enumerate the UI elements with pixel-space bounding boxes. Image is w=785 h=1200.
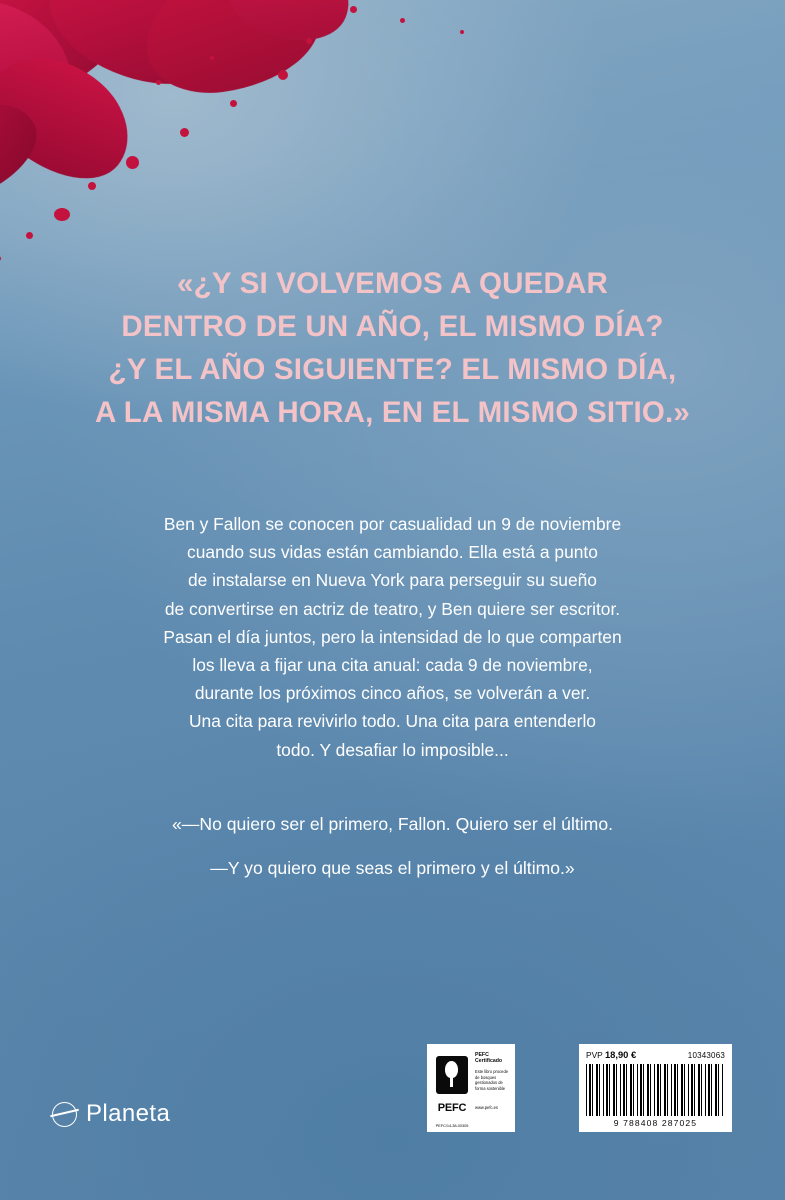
pefc-certified-label: PEFC Certificado [475,1052,503,1064]
flower-petal [138,0,328,102]
synopsis-line: los lleva a fijar una cita anual: cada 9 de noviembre, [192,655,593,676]
pefc-url: www.pefc.es [475,1105,498,1111]
paint-speck [350,6,357,13]
synopsis-line: todo. Y desafiar lo imposible... [276,739,509,760]
barcode-block [579,1044,732,1132]
barcode-bars [586,1064,725,1116]
planet-ring-icon [52,1102,77,1127]
headline-quote [0,262,785,434]
tree-in-circle-icon [436,1056,468,1094]
paint-speck [210,56,214,60]
paint-speck [400,18,405,23]
flower-petal [0,0,99,185]
synopsis-line: de instalarse en Nueva York para perseguir su sueño [188,570,597,591]
dialogue-quote-line: «—No quiero ser el primero, Fallon. Quiero ser el último. [172,814,613,834]
price-label [586,1049,636,1060]
pefc-code: PEFC/14-38-00305 [435,1123,469,1128]
synopsis-line: Pasan el día juntos, pero la intensidad de lo que comparten [163,626,622,647]
paint-speck [156,80,161,85]
floral-decoration [0,0,550,290]
paint-speck [0,256,1,261]
headline-quote-line: «¿Y SI VOLVEMOS A QUEDAR [177,267,608,300]
paint-speck [180,128,189,137]
headline-quote-line: DENTRO DE UN AÑO, EL MISMO DÍA? [121,310,664,343]
pefc-logo-column [432,1049,472,1128]
synopsis-line: Una cita para revivirlo todo. Una cita para entenderlo [189,711,596,732]
flower-petal [0,29,151,206]
flower-petal [37,0,274,102]
synopsis-line: durante los próximos cinco años, se volverán a ver. [194,683,591,704]
synopsis-line: Ben y Fallon se conocen por casualidad un 9 de noviembre [163,514,622,534]
synopsis-text [0,510,785,764]
isbn-digits: 9 788408 287025 [613,1118,698,1128]
paint-speck [230,100,237,107]
flower-petal [218,0,363,59]
paint-speck [306,38,312,44]
publisher-name: Planeta [86,1100,171,1127]
paint-speck [88,182,96,190]
pefc-wordmark: PEFC [437,1102,467,1114]
flower-petal [0,88,51,211]
pefc-text-column [472,1049,511,1128]
barcode-header [586,1049,725,1060]
paint-speck [26,232,33,239]
headline-quote-line: ¿Y EL AÑO SIGUIENTE? EL MISMO DÍA, [108,353,677,386]
price-value: 18,90 € [604,1049,637,1060]
synopsis-line: cuando sus vidas están cambiando. Ella está a punto [187,542,598,563]
paint-speck [126,156,139,169]
pefc-description: Este libro procede de bosques gestionados de forma sostenible [475,1069,508,1091]
publisher-logo [52,1100,170,1128]
internal-code: 10343063 [687,1051,725,1060]
headline-quote-line: A LA MISMA HORA, EN EL MISMO SITIO.» [94,396,691,429]
paint-speck [460,30,464,34]
price-prefix: PVP [586,1050,603,1060]
dialogue-quote [0,802,785,890]
synopsis-line: de convertirse en actriz de teatro, y Ben quiere ser escritor. [164,598,621,619]
flower-petal [0,0,146,121]
dialogue-quote-line: —Y yo quiero que seas el primero y el último.» [210,858,575,878]
paint-speck [54,208,70,221]
pefc-badge [427,1044,515,1132]
paint-speck [278,70,288,80]
